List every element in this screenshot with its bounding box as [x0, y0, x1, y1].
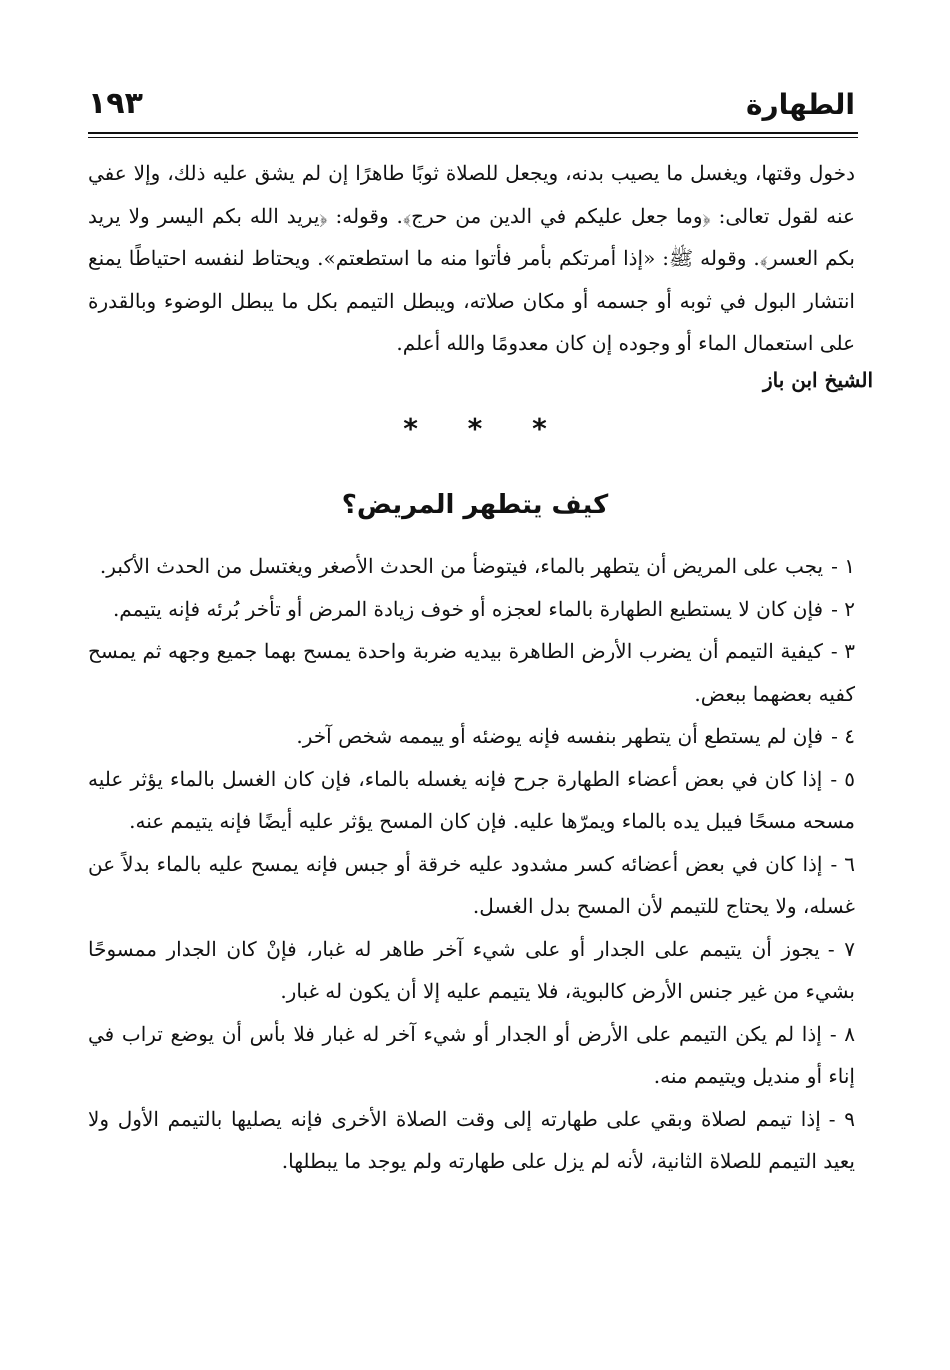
- item-number: ٢ -: [831, 596, 855, 621]
- item-number: ٣ -: [830, 639, 855, 663]
- item-text: إذا تيمم لصلاة وبقي على طهارته إلى وقت الصلاة الأخرى فإنه يصليها بالتيمم الأول ولا يعيد التيمم للصلاة الثانية، لأنه لم يزل على طهارته ولم يوجد ما يبطلها.: [88, 1106, 855, 1173]
- list-item: [88, 1013, 855, 1098]
- item-number: ١ -: [831, 554, 855, 578]
- item-text: يجوز أن يتيمم على الجدار أو على شيء آخر طاهر له غبار، فإنْ كان الجدار ممسوحًا بشيء من غير جنس الأرض كالبوية، فلا يتيمم عليه إلا أن يكون له غبار.: [88, 936, 855, 1003]
- item-text: إذا كان في بعض أعضاء الطهارة جرح فإنه يغسله بالماء، فإن كان الغسل بالماء يؤثر عليه مسحه مسحًا فيبل يده بالماء ويمرّها عليه. فإن كان المسح يؤثر عليه أيضًا فإنه يتيمم عنه.: [88, 766, 855, 833]
- header-rule-thick: [88, 132, 858, 134]
- header-rule-thin: [88, 137, 858, 138]
- list-item: [88, 1098, 855, 1183]
- item-number: ٦ -: [830, 851, 855, 876]
- list-item: [88, 758, 855, 843]
- passage-text: دخول وقتها، ويغسل ما يصيب بدنه، ويجعل للصلاة ثوبًا طاهرًا إن لم يشق عليه ذلك، وإلا عفي عنه لقول تعالى: ﴿وما جعل عليكم في الدين من حرج﴾. وقوله: ﴿يريد الله بكم اليسر ولا يريد بكم العسر﴾. وقوله ﷺ: «إذا أمرتكم بأمر فأتوا منه ما استطعتم». ويحتاط لنفسه احتياطًا يمنع انتشار البول في ثوبه أو جسمه أو مكان صلاته، ويبطل التيمم بكل ما يبطل الوضوء وبالقدرة على استعمال الماء أو وجوده إن كان معدومًا والله أعلم.: [88, 161, 855, 355]
- fatwa-passage: [88, 152, 855, 365]
- list-item: [88, 715, 855, 758]
- section-heading: كيف يتطهر المريض؟: [341, 490, 609, 520]
- item-text: كيفية التيمم أن يضرب الأرض الطاهرة بيديه ضربة واحدة يمسح بهما جميع وجهه ثم يمسح كفيه بعضهما ببعض.: [88, 639, 855, 706]
- item-text: يجب على المريض أن يتطهر بالماء، فيتوضأ من الحدث الأصغر ويغتسل من الحدث الأكبر.: [99, 554, 824, 578]
- item-number: ٧ -: [827, 936, 855, 961]
- list-item: [88, 545, 855, 588]
- item-number: ٥ -: [830, 766, 856, 791]
- numbered-list: [88, 545, 855, 1183]
- list-item: [88, 843, 855, 928]
- item-text: فإن لم يستطع أن يتطهر بنفسه فإنه يوضئه أو ييممه شخص آخر.: [296, 724, 824, 748]
- item-number: ٤ -: [831, 724, 855, 748]
- item-number: ٩ -: [828, 1106, 855, 1131]
- item-text: إذا لم يكن التيمم على الأرض أو الجدار أو شيء آخر له غبار فلا بأس أن يوضع تراب في إناء أو منديل ويتيمم منه.: [88, 1021, 855, 1088]
- list-item: [88, 928, 855, 1013]
- chapter-title: الطهارة: [745, 88, 855, 121]
- page-header: [88, 86, 855, 126]
- list-item: [88, 588, 855, 631]
- author-signature: الشيخ ابن باز: [762, 368, 873, 392]
- section-separator: * * *: [403, 412, 567, 445]
- list-item: [88, 630, 855, 715]
- item-text: فإن كان لا يستطيع الطهارة بالماء لعجزه أو خوف زيادة المرض أو تأخر بُرئه فإنه يتيمم.: [112, 596, 824, 621]
- item-text: إذا كان في بعض أعضائه كسر مشدود عليه خرقة أو جبس فإنه يمسح عليه بالماء بدلاً عن غسله، ولا يحتاج للتيمم لأن المسح بدل الغسل.: [88, 851, 855, 918]
- item-number: ٨ -: [829, 1021, 855, 1046]
- page-number: ١٩٣: [88, 86, 143, 121]
